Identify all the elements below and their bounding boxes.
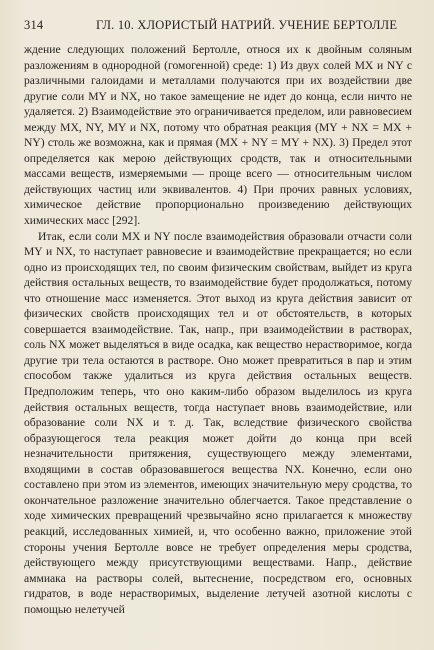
paragraph-continued: ждение следующих положений Бертолле, относя их к двойным соляным разложениям в однородной (гомогенной) среде: 1) Из двух солей MX и NY с различными галоидами и металлами получаются при их воздействии две другие соли MY и NX, но такое замещение не идет до конца, если ничто не удаляется. 2) Взаимодействие это ограничивается пределом, или равновесием между MX, NY, MY и NX, потому что обратная реакция (MY + NX = MX + NY) столь же возможна, как и прямая (MX + NY = MY + NX). 3) Предел этот определяется как мерою действующих сродств, так и относительными массами веществ, измеряемыми — проще всего — относительным числом действующих частиц или эквивалентов. 4) При прочих равных условиях, химическое действие пропорционально произведению действующих химических масс [292]. [24, 43, 412, 228]
body-text [24, 42, 412, 617]
page-number: 314 [24, 18, 44, 32]
running-head: ГЛ. 10. ХЛОРИСТЫЙ НАТРИЙ. УЧЕНИЕ БЕРТОЛЛЕ [96, 18, 398, 32]
paragraph: Итак, если соли MX и NY после взаимодействия образовали отчасти соли MY и NX, то наступает равновесие и взаимодействие прекращается; но если одно из происходящих тел, по своим физическим свойствам, выйдет из круга действия остальных веществ, то взаимодействие будет продолжаться, потому что отношение масс изменяется. Этот выход из круга действия зависит от физических свойств происходящих тел и от обстоятельств, в которых совершается взаимодействие. Так, напр., при взаимодействии в растворах, соль NX может выделяться в виде осадка, как вещество нерастворимое, когда другие три тела остаются в растворе. Оно может превратиться в пар и этим способом также удалиться из круга действия остальных веществ. Предположим теперь, что оно каким-либо образом выделилось из круга действия остальных веществ, тогда наступает вновь взаимодействие, или образование соли NX и т. д. Так, вследствие физического свойства образующегося тела реакция может дойти до конца при всей незначительности притяжения, существующего между элементами, входящими в состав образовавшегося вещества NX. Конечно, если оно составлено при этом из элементов, имеющих значительную меру сродства, то окончательное разложение значительно облегчается. Такое представление о ходе химических превращений чрезвычайно ясно прилагается к множеству реакций, исследованных химией, и, что особенно важно, приложение этой стороны учения Бертолле вовсе не требует определения меры сродства, действующего между присутствующими веществами. Напр., действие аммиака на растворы солей, вытеснение, посредством его, основных гидратов, в воде нерастворимых, выделение летучей азотной кислоты с помощью нелетучей [24, 229, 412, 616]
page-header [24, 16, 410, 34]
